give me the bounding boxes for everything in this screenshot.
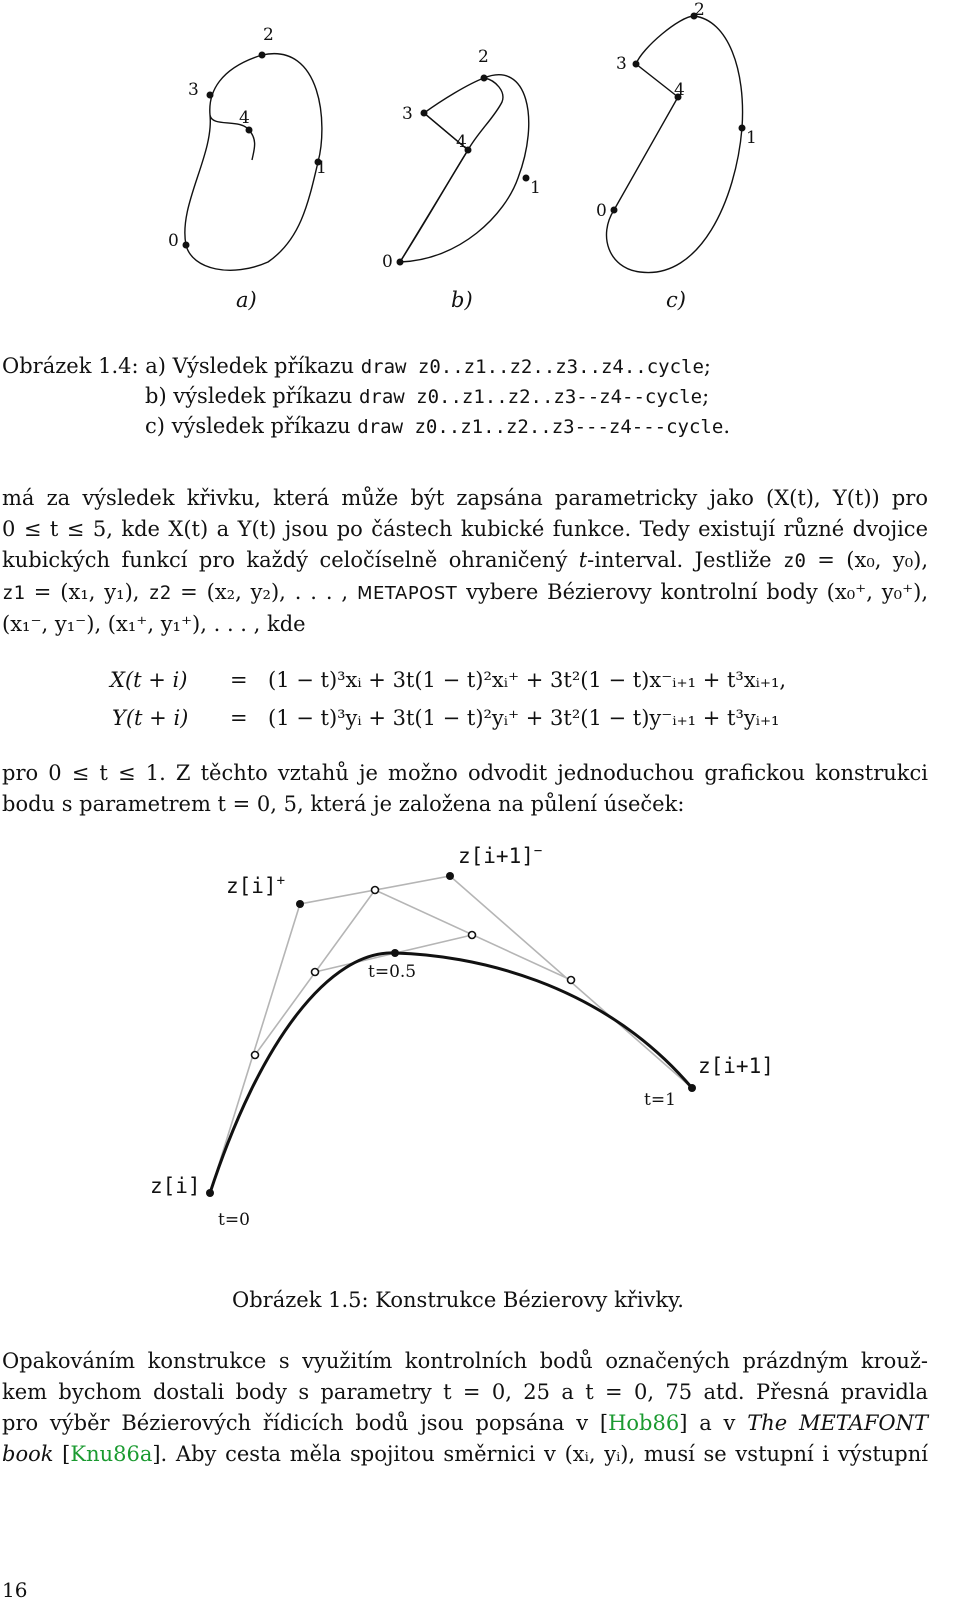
label-t-0-5: t=0.5 xyxy=(368,962,417,982)
para3-line-1: Opakováním konstrukce s využitím kontrolních bodů označených prázdným krouž- xyxy=(2,1349,928,1373)
para1-line-3: kubických funkcí pro každý celočíselně ohraničený t-interval. Jestliže z0 = (x₀, y₀), xyxy=(2,548,928,572)
fig14b-label-3: 3 xyxy=(402,104,413,124)
label-zi1: z[i+1] xyxy=(698,1054,774,1078)
label-zi1-minus: z[i+1]− xyxy=(458,843,543,868)
label-t-1: t=1 xyxy=(644,1090,676,1110)
fig14c-label-3: 3 xyxy=(616,54,627,74)
figure-1-4b-curve xyxy=(400,75,529,262)
eq2-lhs: Y(t + i) xyxy=(112,706,189,730)
fig14c-label-0: 0 xyxy=(596,201,607,221)
para1-line-5: (x₁⁻, y₁⁻), (x₁⁺, y₁⁺), . . . , kde xyxy=(2,612,306,636)
panel-label-c: c) xyxy=(666,288,686,312)
eq2-op: = xyxy=(230,706,248,730)
label-zi: z[i] xyxy=(150,1174,201,1198)
para2-line-2: bodu s parametrem t = 0, 5, která je založena na půlení úseček: xyxy=(2,792,685,816)
panel-label-a: a) xyxy=(236,288,257,312)
para1-line-2: 0 ≤ t ≤ 5, kde X(t) a Y(t) jsou po částech kubické funkce. Tedy existují různé dvojice xyxy=(2,517,928,541)
eq2-rhs: (1 − t)³yᵢ + 3t(1 − t)²yᵢ⁺ + 3t²(1 − t)y⁻ᵢ₊₁ + t³yᵢ₊₁ xyxy=(268,706,780,730)
figure-1-5 xyxy=(0,840,960,1260)
fig14a-label-1: 1 xyxy=(316,158,327,178)
figure-1-4a-points xyxy=(183,52,322,249)
citation-hob86[interactable]: Hob86 xyxy=(608,1411,680,1435)
bezier-curve xyxy=(210,953,692,1193)
fig14a-label-4: 4 xyxy=(239,108,250,128)
fig14b-label-2: 2 xyxy=(478,47,489,67)
control-points xyxy=(206,872,696,1197)
caption-line-c: c) výsledek příkazu draw z0..z1..z2..z3---z4---cycle. xyxy=(145,414,730,438)
fig14c-label-4: 4 xyxy=(674,80,685,100)
figure-1-4c-points xyxy=(611,13,746,214)
caption-line-a: Obrázek 1.4: a) Výsledek příkazu draw z0..z1..z2..z3..z4..cycle; xyxy=(2,354,711,378)
para1-line-4: z1 = (x₁, y₁), z2 = (x₂, y₂), . . . , METAPOST vybere Bézierovy kontrolní body (x₀⁺, y₀⁺), xyxy=(2,580,929,604)
para3-line-3: pro výběr Bézierových řídicích bodů jsou popsána v [Hob86] a v The METAFONT xyxy=(2,1411,928,1435)
eq1-lhs: X(t + i) xyxy=(110,668,188,692)
label-t-0: t=0 xyxy=(218,1210,250,1230)
fig14a-label-2: 2 xyxy=(263,25,274,45)
paragraph-3 xyxy=(2,1346,928,1470)
para2-line-1: pro 0 ≤ t ≤ 1. Z těchto vztahů je možno odvodit jednoduchou grafickou konstrukci xyxy=(2,761,928,785)
paragraph-2 xyxy=(2,758,928,820)
fig14a-label-0: 0 xyxy=(168,231,179,251)
fig14b-label-0: 0 xyxy=(382,252,393,272)
fig14c-label-2: 2 xyxy=(694,0,705,20)
para1-line-1: má za výsledek křivku, která může být zapsána parametricky jako (X(t), Y(t)) pro xyxy=(2,486,928,510)
fig14c-label-1: 1 xyxy=(746,128,757,148)
figure-1-4a-curve xyxy=(185,54,322,271)
caption-line-b: b) výsledek příkazu draw z0..z1..z2..z3--z4--cycle; xyxy=(145,384,710,408)
panel-label-b: b) xyxy=(451,288,473,312)
fig14b-label-1: 1 xyxy=(530,178,541,198)
fig14a-label-3: 3 xyxy=(188,80,199,100)
citation-knu86a[interactable]: Knu86a xyxy=(70,1442,153,1466)
para3-line-2: kem bychom dostali body s parametry t = 0, 25 a t = 0, 75 atd. Přesná pravidla xyxy=(2,1380,928,1404)
para3-line-4: book [Knu86a]. Aby cesta měla spojitou směrnici v (xᵢ, yᵢ), musí se vstupní i výstupní xyxy=(2,1442,928,1466)
eq1-rhs: (1 − t)³xᵢ + 3t(1 − t)²xᵢ⁺ + 3t²(1 − t)x⁻ᵢ₊₁ + t³xᵢ₊₁, xyxy=(268,668,787,692)
figure-1-4c-curve xyxy=(606,16,742,273)
page-number: 16 xyxy=(2,1578,28,1602)
eq1-op: = xyxy=(230,668,248,692)
figure-1-4-caption xyxy=(2,352,730,442)
paragraph-1 xyxy=(2,483,928,640)
figure-1-5-caption: Obrázek 1.5: Konstrukce Bézierovy křivky. xyxy=(232,1288,684,1312)
fig14b-label-4: 4 xyxy=(456,132,467,152)
label-zi-plus: z[i]+ xyxy=(226,873,286,898)
